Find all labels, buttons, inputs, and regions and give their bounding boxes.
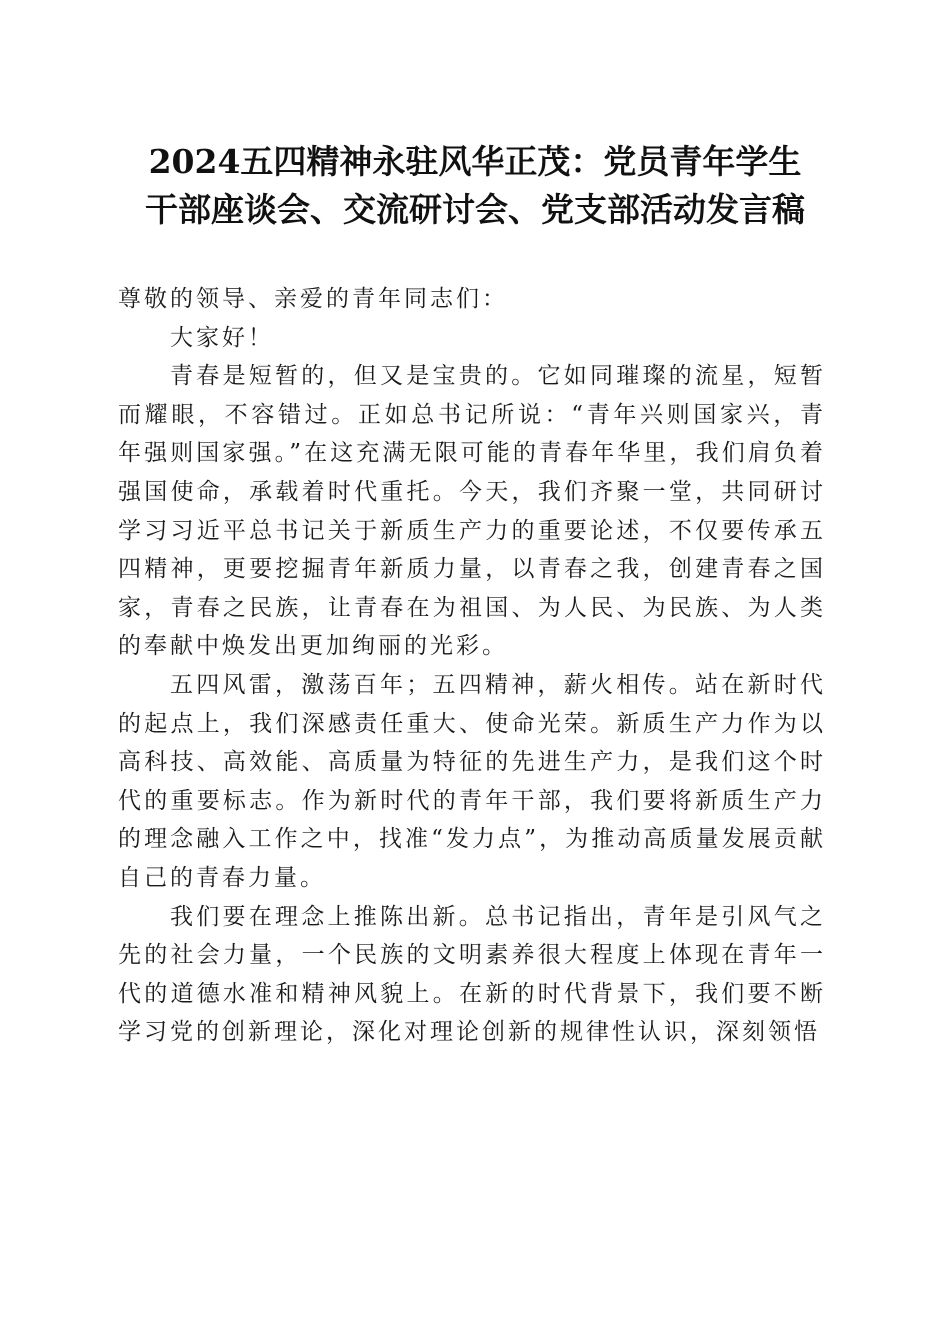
document-title: [100, 138, 850, 234]
document-body: [118, 280, 826, 1052]
salutation: 尊敬的领导、亲爱的青年同志们：: [118, 286, 508, 312]
paragraph-3: 我们要在理念上推陈出新。总书记指出，青年是引风气之先的社会力量，一个民族的文明素养很大程度上体现在青年一代的道德水准和精神风貌上。在新的时代背景下，我们要不断学习党的创新理论，深化对理论创新的规律性认识，深刻领悟: [118, 903, 826, 1046]
paragraph-1: 青春是短暂的，但又是宝贵的。它如同璀璨的流星，短暂而耀眼，不容错过。正如总书记所说：“青年兴则国家兴，青年强则国家强。”在这充满无限可能的青春年华里，我们肩负着强国使命，承载着时代重托。今天，我们齐聚一堂，共同研讨学习习近平总书记关于新质生产力的重要论述，不仅要传承五四精神，更要挖掘青年新质力量，以青春之我，创建青春之国家，青春之民族，让青春在为祖国、为人民、为民族、为人类的奉献中焕发出更加绚丽的光彩。: [118, 363, 826, 660]
paragraph-2: 五四风雷，激荡百年；五四精神，薪火相传。站在新时代的起点上，我们深感责任重大、使命光荣。新质生产力作为以高科技、高效能、高质量为特征的先进生产力，是我们这个时代的重要标志。作为新时代的青年干部，我们要将新质生产力的理念融入工作之中，找准“发力点”，为推动高质量发展贡献自己的青春力量。: [118, 671, 826, 891]
greeting: 大家好！: [170, 324, 274, 351]
title-line-2: 干部座谈会、交流研讨会、党支部活动发言稿: [145, 190, 805, 229]
title-line-1: 2024五四精神永驻风华正茂：党员青年学生: [148, 142, 802, 181]
